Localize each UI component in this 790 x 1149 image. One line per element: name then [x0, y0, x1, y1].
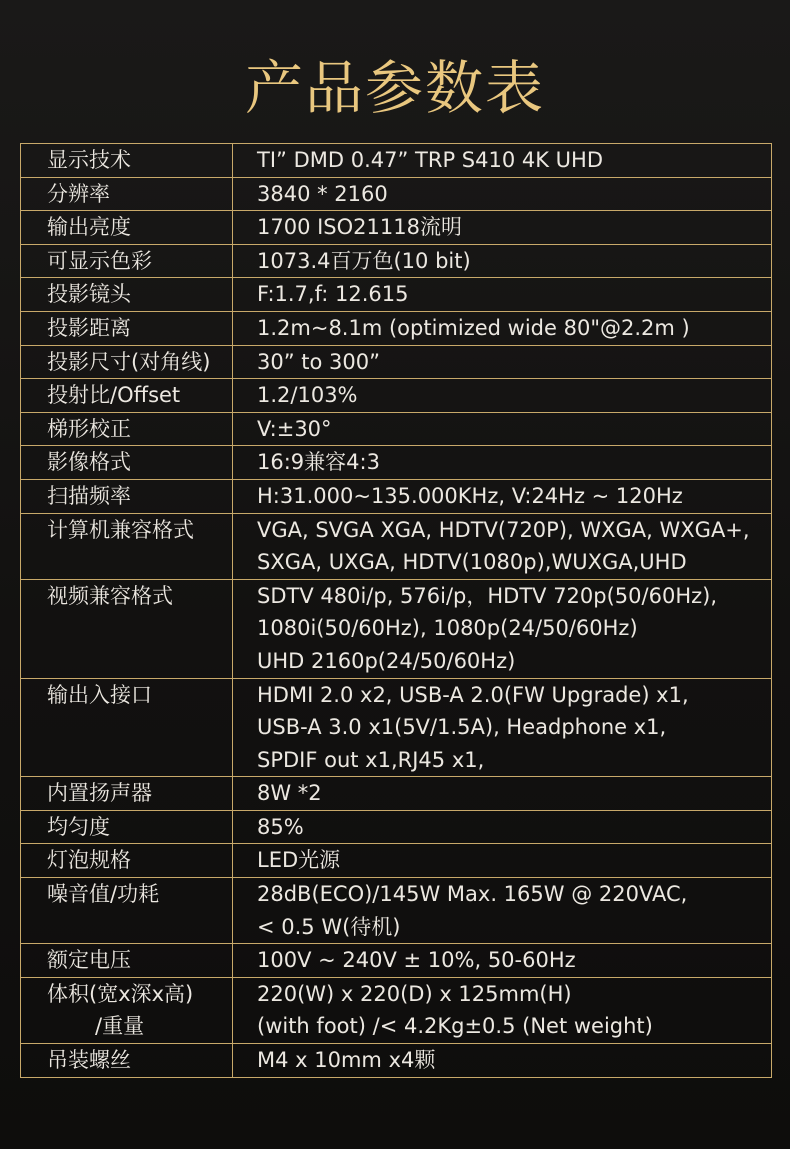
spec-label: 输出亮度 — [47, 215, 131, 240]
spec-row — [21, 144, 772, 178]
spec-label-cell — [21, 446, 233, 480]
spec-label: 输出入接口 — [47, 682, 152, 707]
spec-label: 噪音值/功耗 — [47, 882, 160, 907]
spec-row — [21, 1044, 772, 1078]
spec-value-cell — [233, 944, 772, 978]
spec-label-cell — [21, 944, 233, 978]
spec-row — [21, 878, 772, 944]
spec-value: HDMI 2.0 x2, USB-A 2.0(FW Upgrade) x1, — [257, 682, 689, 707]
spec-row — [21, 678, 772, 777]
spec-label-cell — [21, 678, 233, 777]
spec-row — [21, 446, 772, 480]
spec-row — [21, 244, 772, 278]
spec-value-cell — [233, 244, 772, 278]
spec-label-cell — [21, 311, 233, 345]
spec-label: 分辨率 — [47, 181, 110, 206]
spec-label: 灯泡规格 — [47, 848, 131, 873]
spec-label: 扫描频率 — [47, 483, 131, 508]
spec-label: 投影镜头 — [47, 282, 131, 307]
spec-value: TI” DMD 0.47” TRP S410 4K UHD — [257, 148, 604, 172]
spec-table-body — [21, 144, 772, 1078]
spec-label-cell — [21, 177, 233, 211]
spec-row — [21, 944, 772, 978]
spec-label-cell — [21, 777, 233, 811]
spec-value: H:31.000~135.000KHz, V:24Hz ~ 120Hz — [257, 483, 683, 508]
spec-value-cell — [233, 379, 772, 413]
spec-label: 可显示色彩 — [47, 248, 152, 273]
spec-row — [21, 479, 772, 513]
spec-value: USB-A 3.0 x1(5V/1.5A), Headphone x1, — [257, 715, 667, 740]
spec-value: 220(W) x 220(D) x 125mm(H) — [257, 981, 572, 1006]
spec-label-cell — [21, 810, 233, 844]
spec-label: 视频兼容格式 — [47, 583, 173, 608]
spec-label: 内置扬声器 — [47, 781, 152, 806]
spec-value: 3840 * 2160 — [257, 181, 388, 206]
spec-value: 16:9兼容4:3 — [257, 450, 380, 475]
spec-label-cell — [21, 211, 233, 245]
spec-label: 额定电压 — [47, 948, 131, 973]
spec-row — [21, 311, 772, 345]
spec-value-cell — [233, 278, 772, 312]
spec-value-cell — [233, 412, 772, 446]
spec-value-cell — [233, 678, 772, 777]
spec-value: 1700 ISO21118流明 — [257, 215, 462, 240]
spec-value: 8W *2 — [257, 781, 322, 806]
spec-value-cell — [233, 777, 772, 811]
spec-label-cell — [21, 479, 233, 513]
spec-row — [21, 844, 772, 878]
spec-value: SXGA, UXGA, HDTV(1080p),WUXGA,UHD — [257, 550, 687, 575]
spec-row — [21, 278, 772, 312]
spec-label-cell — [21, 1044, 233, 1078]
spec-label: 计算机兼容格式 — [47, 517, 194, 542]
spec-row — [21, 345, 772, 379]
spec-row — [21, 579, 772, 678]
spec-value-cell — [233, 844, 772, 878]
spec-label-cell — [21, 144, 233, 178]
spec-value-cell — [233, 878, 772, 944]
spec-value: SDTV 480i/p, 576i/p，HDTV 720p(50/60Hz), — [257, 583, 718, 608]
spec-value: 1.2m~8.1m (optimized wide 80"@2.2m ) — [257, 315, 690, 340]
spec-value: V:±30° — [257, 416, 332, 441]
spec-value-cell — [233, 177, 772, 211]
spec-value-cell — [233, 1044, 772, 1078]
spec-row — [21, 379, 772, 413]
spec-label-cell — [21, 579, 233, 678]
spec-label-cell — [21, 513, 233, 579]
spec-value: < 0.5 W(待机) — [257, 914, 401, 939]
spec-table — [20, 143, 772, 1078]
spec-value: 28dB(ECO)/145W Max. 165W @ 220VAC, — [257, 882, 688, 907]
spec-label-cell — [21, 878, 233, 944]
spec-value-cell — [233, 345, 772, 379]
spec-label-cell — [21, 379, 233, 413]
spec-label-cell — [21, 278, 233, 312]
spec-value: 1073.4百万色(10 bit) — [257, 248, 471, 273]
spec-value-cell — [233, 579, 772, 678]
spec-row — [21, 177, 772, 211]
spec-label: 投影距离 — [47, 315, 131, 340]
spec-value-cell — [233, 311, 772, 345]
spec-label: 投影尺寸(对角线) — [47, 349, 211, 374]
spec-value-cell — [233, 479, 772, 513]
spec-value: SPDIF out x1,RJ45 x1, — [257, 747, 485, 772]
spec-row — [21, 412, 772, 446]
spec-row — [21, 977, 772, 1043]
spec-row — [21, 777, 772, 811]
spec-label-cell — [21, 977, 233, 1043]
spec-value: LED光源 — [257, 848, 341, 873]
spec-value-cell — [233, 810, 772, 844]
spec-label: /重量 — [95, 1014, 145, 1039]
spec-label: 投射比/Offset — [47, 383, 181, 408]
spec-label: 体积(宽x深x高) — [47, 981, 194, 1006]
spec-value: 100V ~ 240V ± 10%, 50-60Hz — [257, 948, 576, 973]
spec-label-cell — [21, 412, 233, 446]
spec-value: 1.2/103% — [257, 383, 358, 408]
spec-value: UHD 2160p(24/50/60Hz) — [257, 648, 516, 673]
spec-label: 梯形校正 — [47, 416, 131, 441]
spec-value: F:1.7,f: 12.615 — [257, 282, 409, 307]
spec-label-cell — [21, 844, 233, 878]
spec-row — [21, 513, 772, 579]
spec-value: (with foot) /< 4.2Kg±0.5 (Net weight) — [257, 1014, 653, 1039]
spec-label: 显示技术 — [47, 148, 131, 172]
page-title: 产品参数表 — [244, 54, 545, 122]
spec-value-cell — [233, 513, 772, 579]
spec-value: 30” to 300” — [257, 349, 380, 374]
spec-value: 85% — [257, 814, 304, 839]
spec-value-cell — [233, 211, 772, 245]
spec-label-cell — [21, 244, 233, 278]
spec-value: M4 x 10mm x4颗 — [257, 1048, 436, 1073]
spec-value-cell — [233, 144, 772, 178]
spec-value-cell — [233, 446, 772, 480]
spec-label: 均匀度 — [47, 814, 110, 839]
spec-value: VGA, SVGA XGA, HDTV(720P), WXGA, WXGA+, — [257, 517, 750, 542]
spec-label: 影像格式 — [47, 450, 131, 475]
spec-row — [21, 810, 772, 844]
spec-label: 吊装螺丝 — [47, 1048, 131, 1073]
spec-value: 1080i(50/60Hz), 1080p(24/50/60Hz) — [257, 616, 638, 641]
spec-row — [21, 211, 772, 245]
spec-label-cell — [21, 345, 233, 379]
spec-value-cell — [233, 977, 772, 1043]
